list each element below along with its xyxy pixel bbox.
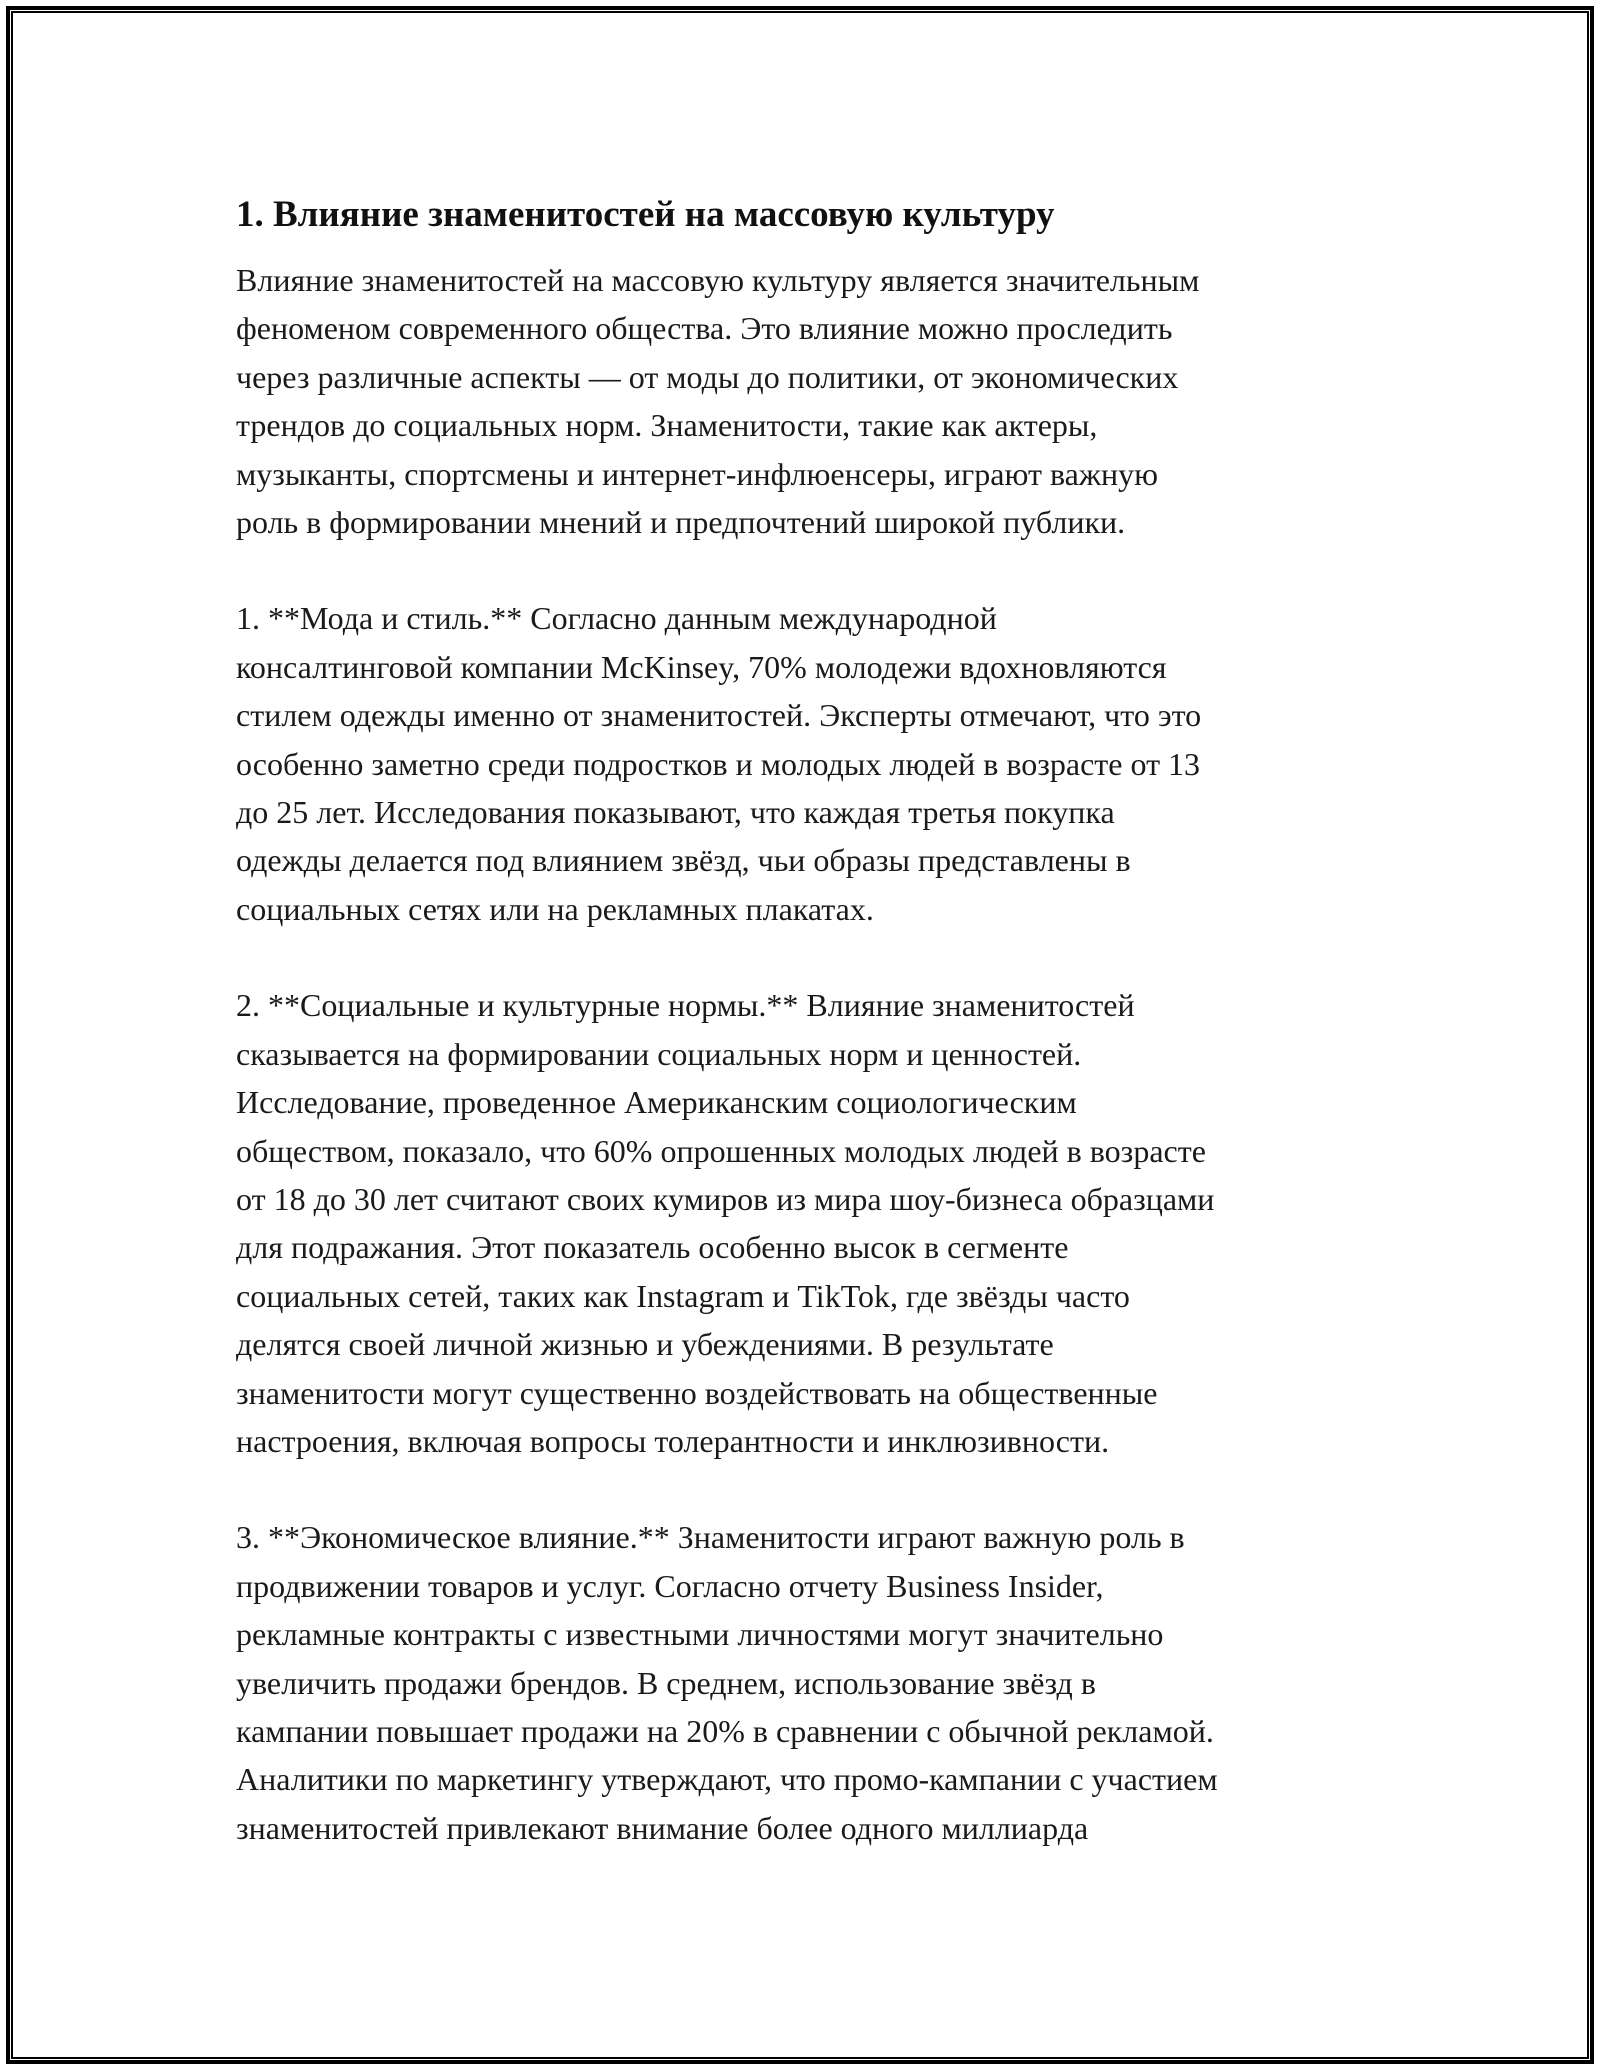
paragraph-line: знаменитостей привлекают внимание более одного миллиарда [236,1809,1089,1846]
paragraph-line: Исследование, проведенное Американским социологическим [236,1084,1077,1121]
paragraph-line: консалтинговой компании McKinsey, 70% молодежи вдохновляются [236,648,1167,685]
social-norms-paragraph [236,981,1376,1465]
paragraph-line: 2. **Социальные и культурные нормы.** Влияние знаменитостей [236,987,1135,1024]
paragraph-line: обществом, показало, что 60% опрошенных молодых людей в возрасте [236,1132,1206,1169]
paragraph-line: от 18 до 30 лет считают своих кумиров из мира шоу-бизнеса образцами [236,1180,1215,1217]
document-body [236,185,1376,1852]
economic-paragraph [236,1513,1376,1852]
paragraph-line: через различные аспекты — от моды до политики, от экономических [236,358,1179,395]
paragraph-line: сказывается на формировании социальных норм и ценностей. [236,1035,1082,1072]
paragraph-line: знаменитости могут существенно воздействовать на общественные [236,1374,1158,1411]
paragraph-line: трендов до социальных норм. Знаменитости, такие как актеры, [236,407,1098,444]
paragraph-line: Влияние знаменитостей на массовую культуру является значительным [236,262,1200,298]
paragraph-line: особенно заметно среди подростков и молодых людей в возрасте от 13 [236,745,1201,782]
paragraph-line: для подражания. Этот показатель особенно высок в сегменте [236,1229,1069,1266]
paragraph-line: феноменом современного общества. Это влияние можно проследить [236,310,1173,347]
paragraph-line: продвижении товаров и услуг. Согласно отчету Business Insider, [236,1567,1104,1604]
paragraph-line: одежды делается под влиянием звёзд, чьи образы представлены в [236,842,1131,879]
paragraph-line: кампании повышает продажи на 20% в сравнении с обычной рекламой. [236,1712,1214,1749]
fashion-paragraph [236,594,1376,933]
paragraph-line: увеличить продажи брендов. В среднем, использование звёзд в [236,1664,1096,1701]
paragraph-line: социальных сетях или на рекламных плакатах. [236,890,874,927]
paragraph-line: социальных сетей, таких как Instagram и TikTok, где звёзды часто [236,1277,1130,1314]
paragraph-line: 3. **Экономическое влияние.** Знаменитости играют важную роль в [236,1519,1185,1556]
section-heading: 1. Влияние знаменитостей на массовую культуру [236,194,1055,235]
paragraph-line: роль в формировании мнений и предпочтений широкой публики. [236,504,1126,541]
paragraph-line: настроения, включая вопросы толерантности и инклюзивности. [236,1422,1110,1459]
paragraph-line: 1. **Мода и стиль.** Согласно данным международной [236,600,997,637]
paragraph-line: стилем одежды именно от знаменитостей. Эксперты отмечают, что это [236,697,1202,734]
paragraph-line: до 25 лет. Исследования показывают, что каждая третья покупка [236,794,1115,831]
paragraph-line: Аналитики по маркетингу утверждают, что промо-кампании с участием [236,1761,1218,1798]
intro-paragraph [236,256,1376,546]
paragraph-line: музыканты, спортсмены и интернет-инфлюенсеры, играют важную [236,455,1158,492]
paragraph-line: делятся своей личной жизнью и убеждениями. В результате [236,1326,1054,1363]
paragraph-line: рекламные контракты с известными личностями могут значительно [236,1616,1164,1653]
